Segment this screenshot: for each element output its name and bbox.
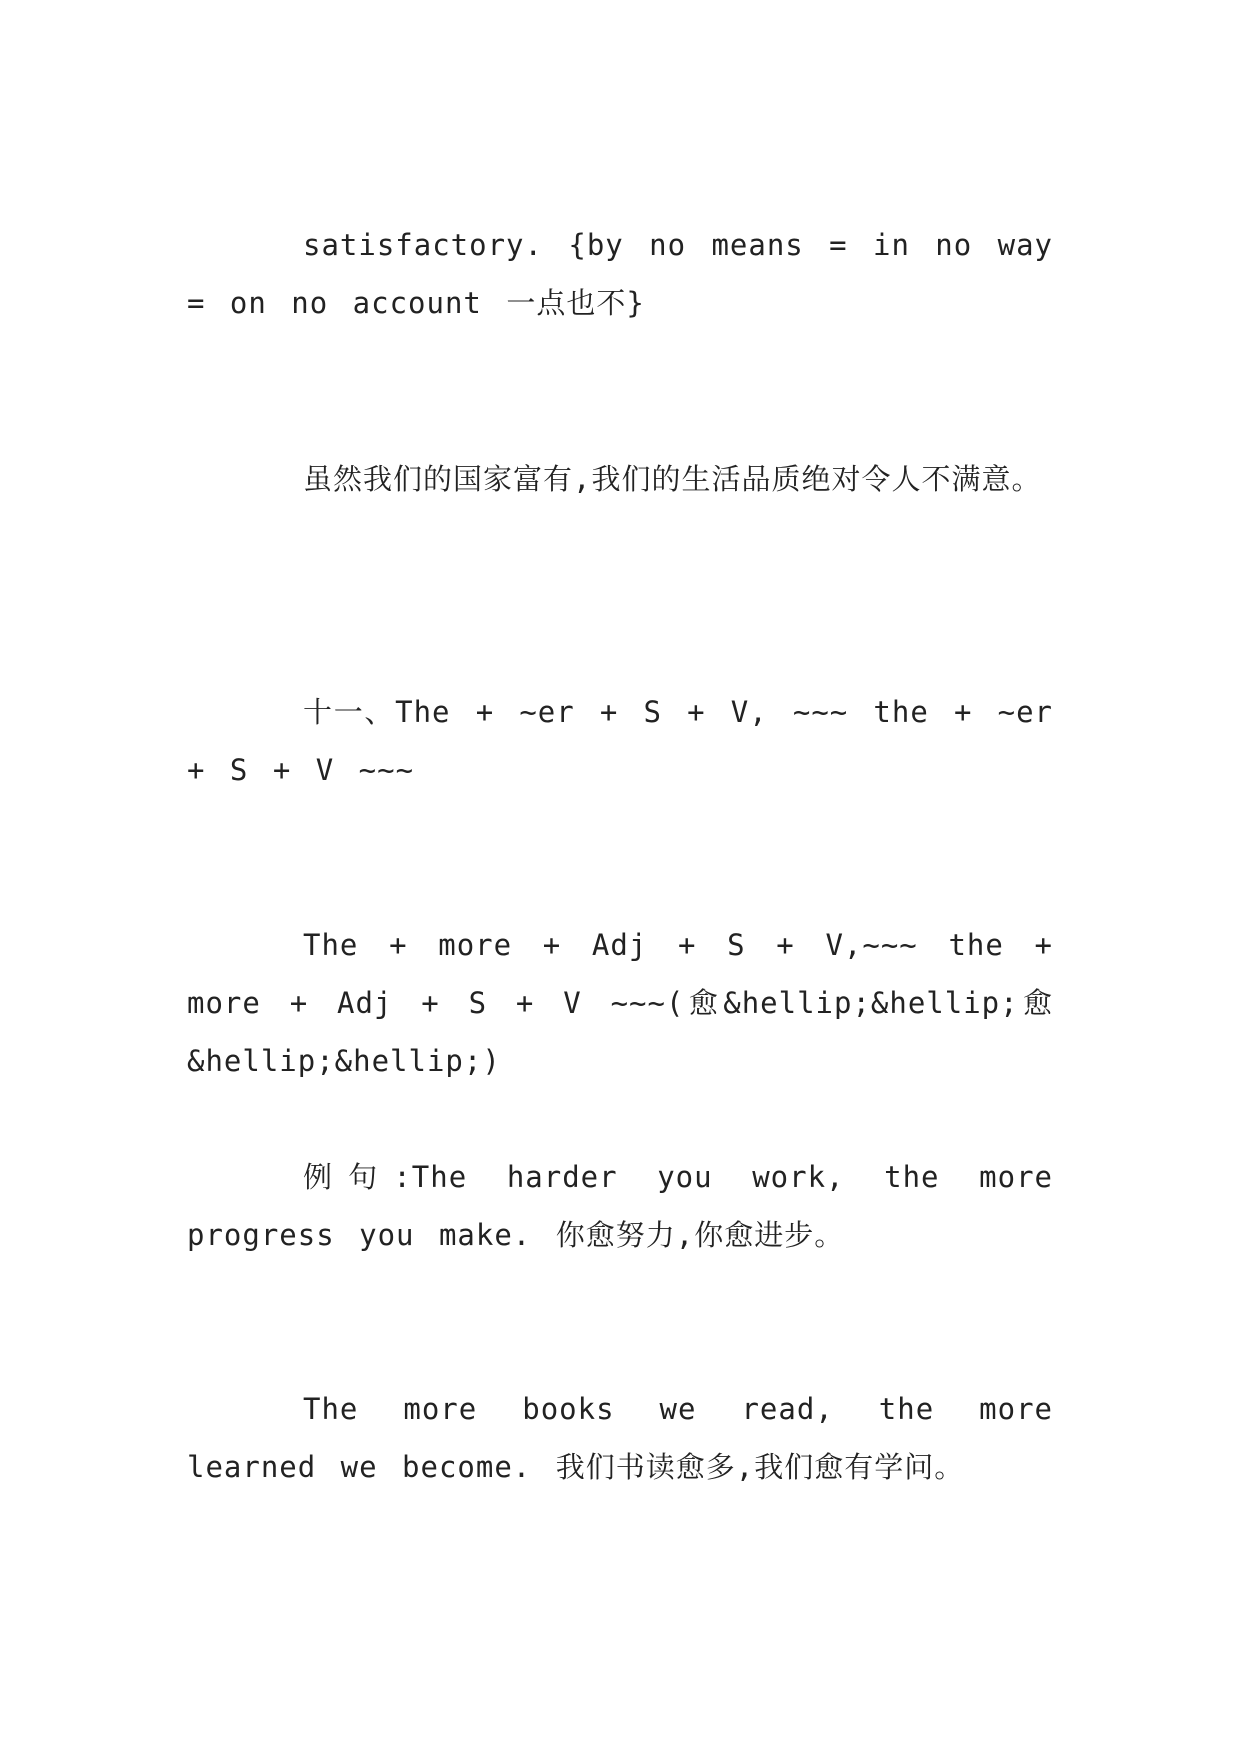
paragraph-heading-11: 十一、The + ~er + S + V, ~~~ the + ~er + S + V ~~~ (187, 695, 1053, 787)
paragraph-by-no-means: satisfactory. {by no means = in no way = on no account 一点也不} (187, 228, 1053, 320)
paragraph-pattern-more-adj: The + more + Adj + S + V,~~~ the + more + Adj + S + V ~~~(愈&hellip;&hellip;愈&hellip;&hellip;) (187, 928, 1053, 1078)
paragraph-example-books: The more books we read, the more learned we become. 我们书读愈多,我们愈有学问。 (187, 1392, 1053, 1484)
paragraph-translation-country: 虽然我们的国家富有,我们的生活品质绝对令人不满意。 (303, 462, 1042, 496)
paragraph-example-harder: 例句:The harder you work, the more progress you make. 你愈努力,你愈进步。 (187, 1160, 1053, 1252)
